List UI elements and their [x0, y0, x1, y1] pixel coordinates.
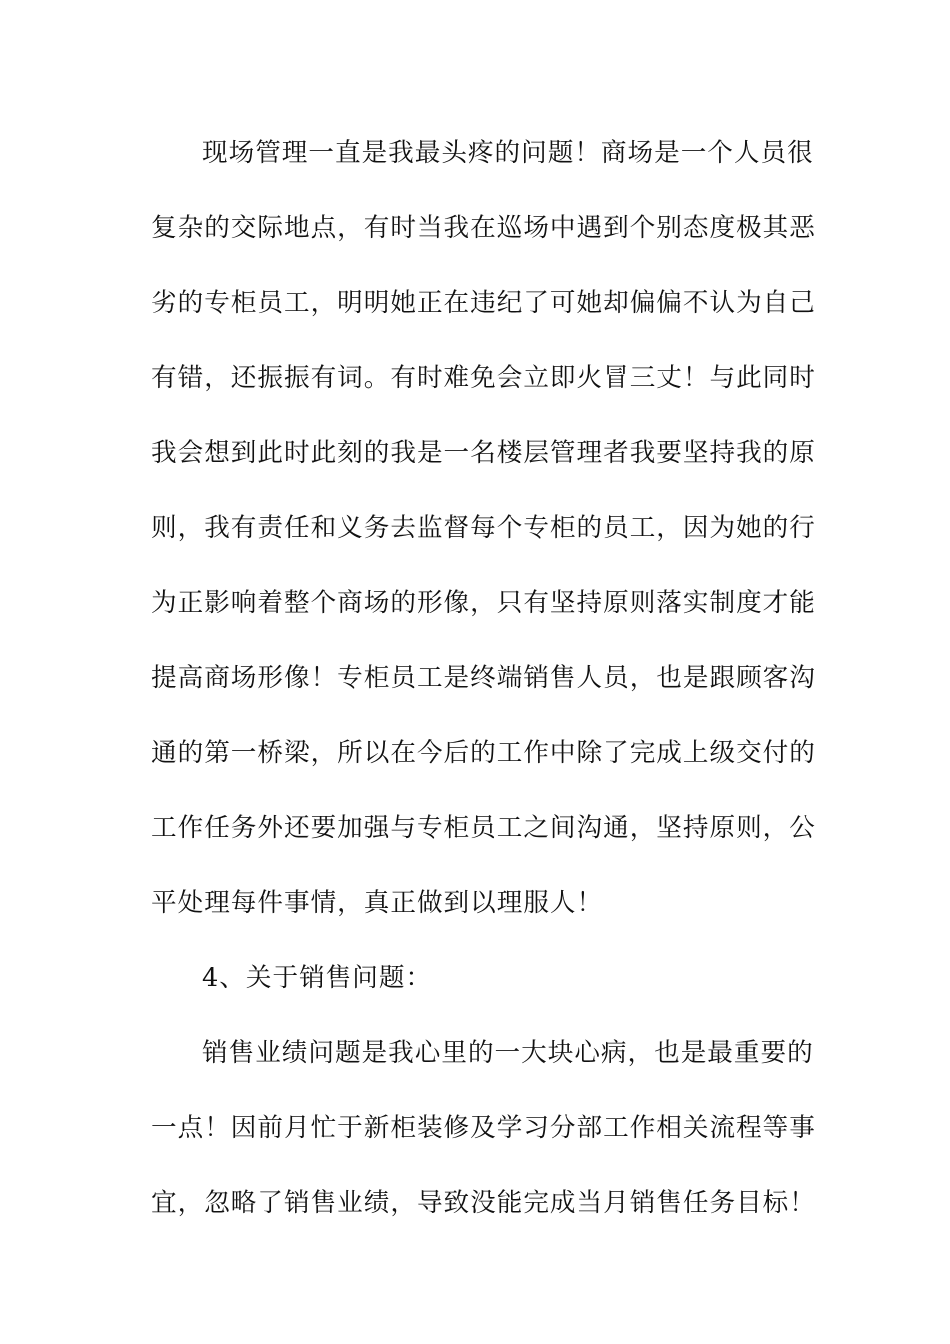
paragraph-line: 一点！因前月忙于新柜装修及学习分部工作相关流程等事	[151, 1113, 816, 1143]
paragraph-line: 现场管理一直是我最头疼的问题！商场是一个人员很	[202, 138, 814, 168]
paragraph-line: 宜，忽略了销售业绩，导致没能完成当月销售任务目标！	[151, 1188, 816, 1218]
paragraph-line: 复杂的交际地点，有时当我在巡场中遇到个别态度极其恶	[151, 213, 816, 243]
paragraph-line: 我会想到此时此刻的我是一名楼层管理者我要坚持我的原	[151, 438, 816, 468]
paragraph-line: 平处理每件事情，真正做到以理服人！	[151, 888, 604, 918]
paragraph-line: 销售业绩问题是我心里的一大块心病，也是最重要的	[202, 1038, 814, 1068]
paragraph-line: 则，我有责任和义务去监督每个专柜的员工，因为她的行	[151, 513, 816, 543]
paragraph-line: 为正影响着整个商场的形像，只有坚持原则落实制度才能	[151, 588, 816, 618]
paragraph-line: 通的第一桥梁，所以在今后的工作中除了完成上级交付的	[151, 738, 816, 768]
paragraph-line: 有错，还振振有词。有时难免会立即火冒三丈！与此同时	[151, 363, 816, 393]
paragraph-line: 提高商场形像！专柜员工是终端销售人员，也是跟顾客沟	[151, 663, 816, 693]
paragraph-line: 工作任务外还要加强与专柜员工之间沟通，坚持原则，公	[151, 813, 816, 843]
document-body	[151, 131, 816, 1256]
paragraph-line: 劣的专柜员工，明明她正在违纪了可她却偏偏不认为自己	[151, 288, 816, 318]
section-heading: 4、关于销售问题：	[202, 963, 433, 993]
